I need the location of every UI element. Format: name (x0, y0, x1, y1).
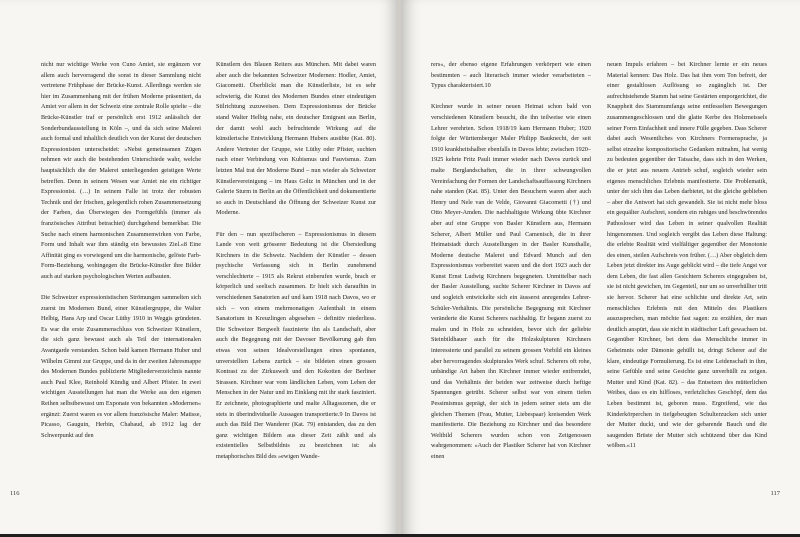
page-number-left: 116 (10, 490, 20, 497)
paragraph: Künstlern des Blauen Reiters aus München. Mit dabei waren aber auch die bekannten Schweizer Modernen: Hodler, Amiet, Giacometti. Überblickt man die Künstlerliste, ist es sehr schwierig, die Kunst des Modernen Bundes einer eindeutigen Stilrichtung zuzuweisen. Dem Expressionismus der Brücke stand Walter Helbig nahe, ein deutscher Emigrant aus Berlin, der damit wohl auch befruchtende Wirkung auf die künstlerische Entwicklung Hermann Hubers ausübte (Kat. 80). Andere Vertreter der Gruppe, wie Lüthy oder Pfister, suchten nach einer Verbindung von Kubismus und Fauvismus. Zum letzten Mal trat der Moderne Bund – nun wieder als Schweizer Künstlervereinigung – im Haus Goltz in München und in der Galerie Sturm in Berlin an die Öffentlichkeit und dokumentierte so auch in Deutschland die Öffnung der Schweizer Kunst zur Moderne. (216, 61, 376, 217)
paragraph: neuen Impuls erfahren – bei Kirchner lernte er ein neues Material kennen: Das Holz. Das hat ihm vom Ton befreit, der einer gestaltlosen Auflösung so zugänglich ist. Der aufrechtstehende Stamm hat seine Gestärten emporgerichtet, die Knappheit des Stammumfangs seine entfesselten Bewegungen zusammengeschlossen und die glatte Kerbe des Holzmeissels seiner Form Einfachheit und innere Fülle gegeben. Dass Scherer dabei auch Wesentliches von Kirchners Formensprache, ja selbst einzelne kompositorische Gedanken mitnahm, hat wenig zu bedeuten gegenüber der Tatsache, dass sich in den Werken, die er jetzt aus neuem Antrieb schuf, sogleich wieder sein eigenes menschliches Erlebnis manifestierte. Die Problematik, unter der sich ihm das Leben darbietet, ist die gleiche geblieben – aber die Antwort hat sich gewandelt. Sie ist nicht mehr bloss ein gequälter Aufschrei, sondern ein ruhiges und beschwörendes Pathosloser wird das Leben in seiner qualvollen Realität hingenommen. Und sogleich vergibt das Leben diese Haltung: die erlebte Realität wird vielfältiger gegenüber der Monotonie des einen, steilen Aufschreis von früher. (…) Aber obgleich dem Leben jetzt direkter ins Auge geblickt wird – die tiefe Angst vor dem Leben, die fast allen Gesichtern Scherers eingegraben ist, sie ist nicht gewichen, im Gegenteil, nur um so unverhüllter tritt sie hervor. Scherer hat eine schlichte und direkte Art, sein menschliches Erlebnis mit den Mitteln des Plastikers auszusprechen, man möchte fast sagen: zu erzählen, der man deutlich anspürt, dass sie nicht in städtischer Luft gewachsen ist. Gegenüber Kirchner, bei dem das Menschliche immer in Geheimnis oder Dämonie gehüllt ist, dringt Scherer auf die klare, eindeutige Formulierung. Es ist eine Leidenschaft in ihm, seine Gefühle und seine Gesichte ganz unverhüllt zu zeigen. Mutter und Kind (Kat. 82). – das Entsetzen des mütterlichen Weibes, dass es ein hilfloses, verletzliches Geschöpf, dem das Leben bestimmt ist, geboren muss. Ergreifend, wie das Kinderkörperchen in tiefgebeugten Schulterzucken sich unter der Mutter duckt, und wie der gebarende Bauch und die saugenden Brüste der Mutter sich schützend über das Kind wölben.«11 (607, 61, 767, 450)
paragraph: Für den – nun spezifischeren – Expressionismus in diesem Lande von weit grösserer Bedeutung ist die Übersiedlung Kirchners in die Schweiz. Nachdem der Künstler – dessen psychische Verfassung sich in Berlin zunehmend verschlechterte – 1915 als Rekrut einberufen wurde, brach er körperlich und seelisch zusammen. Er hielt sich daraufhin in verschiedenen Sanatorien auf und kam 1918 nach Davos, wo er sich – von einem mehrmonatigen Aufenthalt in einem Sanatorium in Kreuzlingen abgesehen – definitiv niederliess. Die Schweizer Bergwelt faszinierte ihn als Landschaft, aber auch die Begegnung mit der Davoser Bevölkerung gab ihm etwas von seinen Idealvorstellungen eines spontanen, unverstellten Lebens zurück – sie bildeten einen grossen Kontrast zu der Zirkuswelt und den Kokotten der Berliner Strassen. Kirchner war vom ländlichen Leben, vom Leben der Menschen in der Natur und im Einklang mit ihr stark fasziniert. Er zeichnete, photographierte und malte Alltagsszenen, die er stets in überindividuelle Aussagen transportierte.9 In Davos ist auch das Bild Der Wanderer (Kat. 79) entstanden, das zu den ganz wichtigen Bildern aus dieser Zeit zählt und als existentielles Selbstbildnis zu bezeichnen ist: als metaphorisches Bild des »ewigen Wande- (216, 230, 376, 460)
paragraph: rers«, der ebenso eigene Erfahrungen verkörpert wie einen bestimmten – auch literarisch immer wieder verarbeiteten – Typus charakterisiert.10 (431, 61, 591, 90)
left-page (0, 0, 399, 537)
right-column-1 (431, 60, 591, 463)
left-column-1 (41, 60, 201, 441)
paragraph: Die Schweizer expressionistischen Strömungen sammelten sich zuerst im Modernen Bund, einer Künstlergruppe, die Walter Helbig, Hans Arp und Oscar Lüthy 1910 in Weggis gründeten. Es war die erste Zusammenschluss von Schweizer Künstlern, die sich ganz bewusst auch als Teil der internationalen Avantgarde verstanden. Schon bald kamen Hermann Huber und Wilhelm Gimmi zur Gruppe, und da in der zweiten Jahresmappe des Modernen Bundes publizierte Mitgliederverzeichnis nannte auch Paul Klee, Reinhold Kündig und Albert Pfister. In zwei wichtigen Ausstellungen hat man die Werke aus den eigenen Reihen selbstbewusst um Exponate von bekannten »Modernen« ergänzt: Zuerst waren es vor allem französische Maler: Matisse, Picasso, Gauguin, Herbin, Chabaud, ab 1912 lag der Schwerpunkt auf den (41, 294, 201, 439)
paragraph: Kirchner wurde in seiner neuen Heimat schon bald von verschiedenen Künstlern besucht, die ihn teilweise wie einen Lehrer verehrten. Schon 1918/19 kam Hermann Huber; 1920 folgte der Württemberger Maler Philipp Bauknecht, der seit 1910 krankheitshalber ebenfalls in Davos lebte; zwischen 1920–1925 kehrte Fritz Pauli immer wieder nach Davos zurück und malte Berglandschaften, die in ihrer schwungvollen Vereinfachung der Formen der Landschaftsauffassung Kirchners nahe standen (Kat. 85). Unter den Besuchern waren aber auch Henry und Nele van de Velde, Giovanni Giacometti (†) und Otto Meyer-Amden. Die nachhaltigste Wirkung übte Kirchner aber auf eine Gruppe von Basler Künstlern aus, Hermann Scherer, Albert Müller und Paul Camenisch, die in ihrer Heimatstadt durch Ausstellungen in der Basler Kunsthalle, Moderne deutsche Malerei und Edvard Munch auf den Expressionismus vorbereitet waren und die dort 1923 auch der Kunst Ernst Ludwig Kirchners begegneten. Unmittelbar nach der Basler Ausstellung, suchte Scherer Kirchner in Davos auf und sogleich entwickelte sich ein äusserst anregendes Lehrer-Schüler-Verhältnis. Die persönliche Begegnung mit Kirchner veränderte die Kunst Scherers nachhaltig. Er begann zuerst zu malen und in Holz zu schneiden, bevor sich der geliebte Steinbildhauer auch für die Holzskulpturen Kirchners interessierte und parallel zu seinem grossen Vorbild ein kleines aber hervorragendes skulpturales Werk schuf. Scherers oft rohe, unbändige Art haben ihn Kirchner immer wieder entfremdet, und das Verhältnis der beiden war zeitweise durch heftige Spannungen getrübt. Scherer selbst war von einem tiefen Pessimismus geprägt, der sich in jedem seiner stets um die gleichen Themen (Frau, Mutter, Liebespaar) kreisenden Werk manifestierte. Die Beziehung zu Kirchner und das besondere Weltbild Scherers wurden schon von Zeitgenossen wahrgenommen: »Auch der Plastiker Scherer hat von Kirchner einen (431, 103, 591, 460)
page-number-right: 117 (770, 490, 780, 497)
right-page (401, 0, 800, 537)
right-column-2 (607, 60, 767, 452)
paragraph: nicht nur wichtige Werke von Cuno Amiet, sie ergänzen vor allem auch hervorragend die sonst in dieser Sammlung nicht vertretene Frühphase der Brücke-Kunst. Allerdings werden sie hier im Zusammenhang mit der frühen Moderne präsentiert, da Amiet vor allem in der Schweiz eine zentrale Rolle spielte – die Brücke-Künstler traf er persönlich erst 1912 anlässlich der Sonderbundausstellung in Köln –, und da sich seine Malerei auch formal und inhaltlich deutlich von der Kunst der deutschen Expressionisten unterscheidet: »Nebst gemeinsamen Zügen nehmen wir auch die bestehenden Unterschiede wahr, welche hauptsächlich die der Malerei unterliegenden geistigen Werte betreffen. Denn in seinem Wesen war Amiet nie ein richtiger Expressionist. (…) In seinem Falle ist trotz der robusten Technik und der frischen, gelegentlich rohen Zusammensetzung der Farben, das Überwiegen des Formgefühls (immer als französisches Attribut betrachtet) durchgehend bemerkbar. Die Suche nach einem harmonischen Zusammenwirken von Farbe, Form und Inhalt war ihm ständig ein bewusstes Ziel.«8 Eine Affinität ging es vorwiegend um die harmonische, gelöste Farb-Form-Beziehung, wohingegen die Brücke-Künstler ihre Bilder auch auf starken psychologischen Werten aufbauten. (41, 61, 201, 280)
left-column-2 (216, 60, 376, 463)
